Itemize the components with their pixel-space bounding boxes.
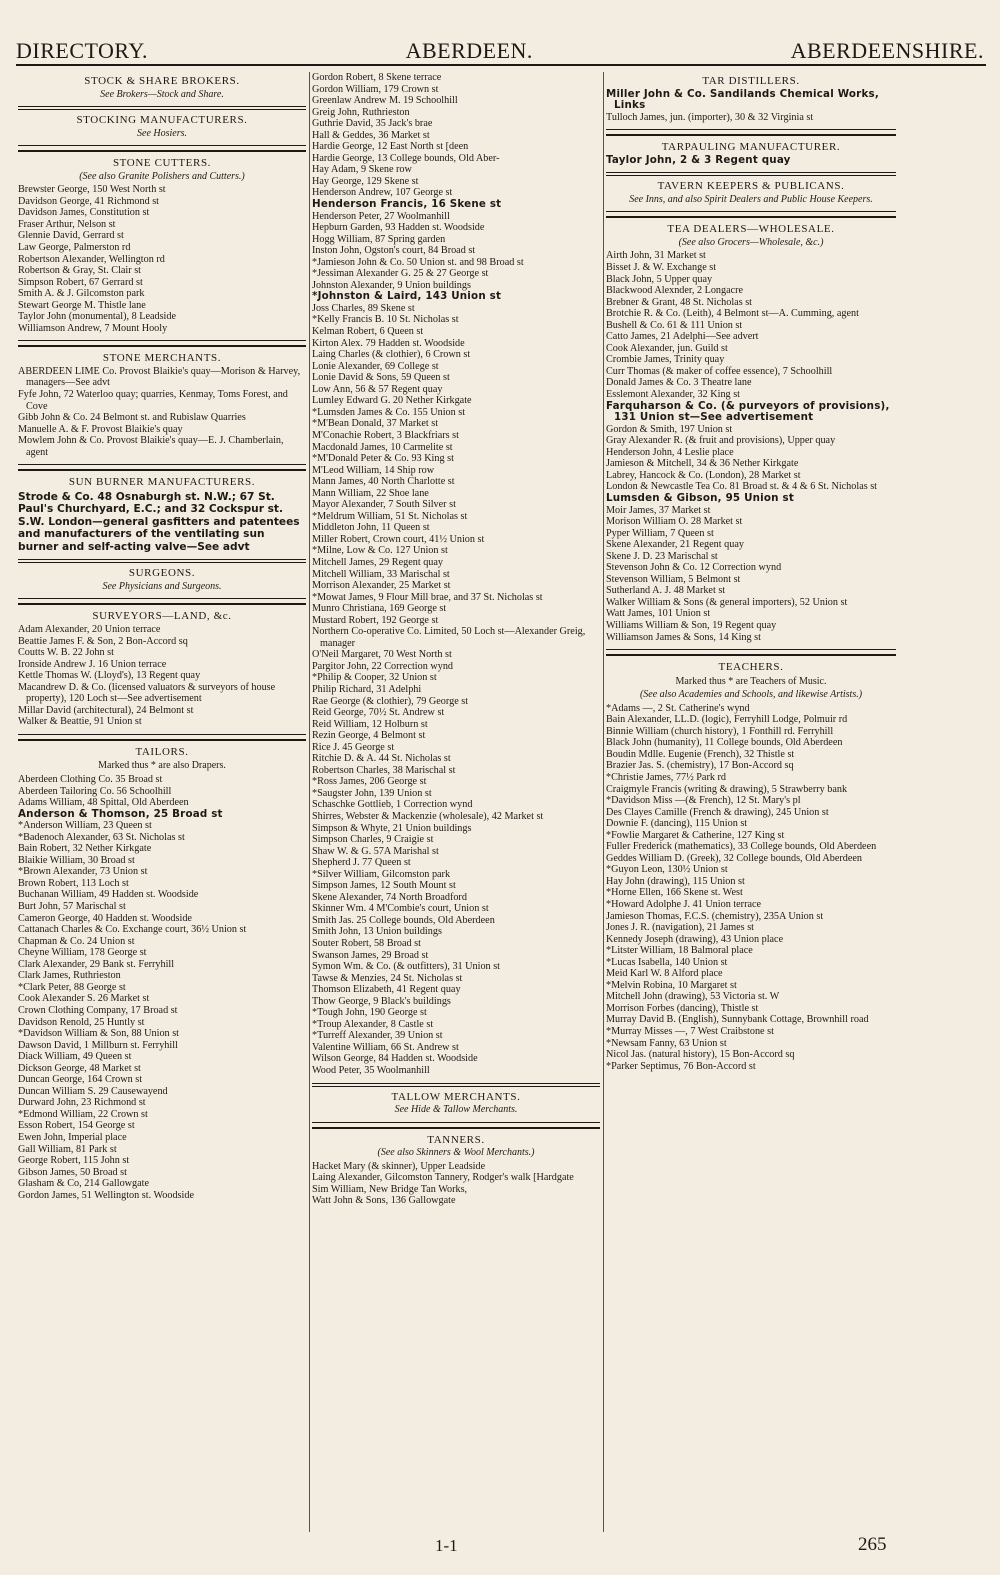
directory-entry: Laing Charles (& clothier), 6 Crown st <box>312 349 471 361</box>
directory-section <box>18 747 306 1201</box>
directory-entry: Skene Alexander, 21 Regent quay <box>606 539 744 551</box>
section-heading: TAVERN KEEPERS & PUBLICANS. <box>657 180 845 193</box>
section-cross-reference: (See also Skinners & Wool Merchants.) <box>377 1147 535 1159</box>
directory-entry: Murray David B. (English), Sunnybank Cottage, Brownhill road <box>606 1014 869 1026</box>
directory-entry: Buchanan William, 49 Hadden st. Woodside <box>18 889 199 901</box>
directory-entry: *Clark Peter, 88 George st <box>18 981 126 993</box>
directory-entry: Curr Thomas (& maker of coffee essence), 7 Schoolhill <box>606 365 833 377</box>
directory-entry: Inston John, Ogston's court, 84 Broad st <box>312 245 476 257</box>
section-heading: SURVEYORS—LAND, &c. <box>92 610 232 623</box>
directory-entry: Cook Alexander, jun. Guild st <box>606 342 728 354</box>
section-separator <box>18 464 306 471</box>
directory-entry: Crombie James, Trinity quay <box>606 354 725 366</box>
directory-entry: Cameron George, 40 Hadden st. Woodside <box>18 912 192 924</box>
directory-entry: Des Clayes Camille (French & drawing), 245 Union st <box>606 806 829 818</box>
directory-entry: *Badenoch Alexander, 63 St. Nicholas st <box>18 831 185 843</box>
directory-entry: Rice J. 45 George st <box>312 741 395 753</box>
directory-entry: Watt James, 101 Union st <box>606 608 711 620</box>
directory-entry: Watt John & Sons, 136 Gallowgate <box>312 1195 456 1207</box>
directory-section <box>18 158 306 334</box>
directory-entry: Gordon James, 51 Wellington st. Woodside <box>18 1189 194 1201</box>
directory-entry: Hay George, 129 Skene st <box>312 175 419 187</box>
directory-entry: Walker William & Sons (& general importers), 52 Union st <box>606 596 848 608</box>
column-2 <box>312 72 600 1532</box>
directory-entry: Adam Alexander, 20 Union terrace <box>18 624 161 635</box>
directory-entry: Guthrie David, 35 Jack's brae <box>312 118 433 130</box>
directory-entry: Stevenson William, 5 Belmont st <box>606 573 741 585</box>
section-heading: TALLOW MERCHANTS. <box>391 1090 521 1103</box>
directory-entry: Lumsden & Gibson, 95 Union st <box>606 491 794 504</box>
directory-entry: Skinner Wm. 4 M'Combie's court, Union st <box>312 903 489 915</box>
column-3 <box>606 72 896 1532</box>
directory-entry: Craigmyle Francis (writing & drawing), 5 Strawberry bank <box>606 783 848 795</box>
directory-section <box>18 477 306 553</box>
directory-entry: Ewen John, Imperial place <box>18 1131 127 1143</box>
directory-entry: Thow George, 9 Black's buildings <box>312 995 451 1007</box>
directory-entry: Rae George (& clothier), 79 George st <box>312 695 469 707</box>
directory-entry: Skene Alexander, 74 North Broadford <box>312 891 467 903</box>
directory-entry: Taylor John, 2 & 3 Regent quay <box>606 153 791 166</box>
section-separator <box>312 1122 600 1129</box>
section-separator <box>606 649 896 656</box>
directory-section <box>18 568 306 592</box>
directory-entry: Hacket Mary (& skinner), Upper Leadside <box>312 1160 486 1172</box>
directory-entry: Simpson James, 12 South Mount st <box>312 880 456 892</box>
directory-entry: Crown Clothing Company, 17 Broad st <box>18 1004 178 1016</box>
directory-entry: Mayor Alexander, 7 South Silver st <box>312 499 456 511</box>
directory-entry: Catto James, 21 Adelphi—See advert <box>606 331 759 343</box>
directory-entry: Mitchell William, 33 Marischal st <box>312 568 450 580</box>
directory-entry: *Christie James, 77½ Park rd <box>606 771 726 783</box>
directory-entry: Rezin George, 4 Belmont st <box>312 730 426 742</box>
directory-entry: Blackwood Alexnder, 2 Longacre <box>606 285 744 297</box>
directory-entry: Gibson James, 50 Broad st <box>18 1166 127 1178</box>
section-separator <box>312 1083 600 1087</box>
directory-entry: Reid George, 70½ St. Andrew st <box>312 707 445 719</box>
section-separator <box>18 559 306 563</box>
section-cross-reference: (See also Grocers—Wholesale, &c.) <box>678 236 824 248</box>
directory-entry: Duncan William S. 29 Causewayend <box>18 1085 168 1097</box>
directory-entry: Esson Robert, 154 George st <box>18 1120 135 1132</box>
directory-entry: Gordon William, 179 Crown st <box>312 83 439 95</box>
directory-entry: Labrey, Hancock & Co. (London), 28 Market st <box>606 469 801 481</box>
directory-entry: Miller Robert, Crown court, 41½ Union st <box>312 533 485 545</box>
directory-entry: Shirres, Webster & Mackenzie (wholesale), 42 Market st <box>312 811 544 822</box>
directory-entry: Brazier Jas. S. (chemistry), 17 Bon-Accord sq <box>606 760 794 772</box>
section-heading: TEACHERS. <box>718 661 784 674</box>
directory-entry: Beattie James F. & Son, 2 Bon-Accord sq <box>18 635 188 647</box>
directory-entry: *Meldrum William, 51 St. Nicholas st <box>312 510 468 522</box>
section-separator <box>18 106 306 110</box>
directory-entry: Downie F. (dancing), 115 Union st <box>606 818 748 830</box>
directory-entry: Pargitor John, 22 Correction wynd <box>312 660 454 672</box>
directory-entry: Law George, Palmerston rd <box>18 242 131 254</box>
running-head <box>16 38 984 64</box>
directory-entry: Dickson George, 48 Market st <box>18 1062 141 1074</box>
directory-entry: Sim William, New Bridge Tan Works, <box>312 1183 468 1195</box>
column-divider <box>603 72 604 1532</box>
directory-entry: Williamson Andrew, 7 Mount Hooly <box>18 322 168 334</box>
section-cross-reference: See Hide & Tallow Merchants. <box>394 1104 518 1116</box>
running-head-center: ABERDEEN. <box>405 38 533 63</box>
directory-entry: Bushell & Co. 61 & 111 Union st <box>606 319 743 331</box>
directory-entry: *M'Bean Donald, 37 Market st <box>312 418 439 430</box>
directory-section <box>18 611 306 727</box>
directory-entry: Farquharson & Co. (& purveyors of provisions), 131 Union st—See advertisement <box>606 399 890 424</box>
directory-entry: *Parker Septimus, 76 Bon-Accord st <box>606 1060 756 1072</box>
directory-entry: *Adams —, 2 St. Catherine's wynd <box>606 702 750 714</box>
directory-entry: Mann William, 22 Shoe lane <box>312 487 429 499</box>
directory-entry: Brewster George, 150 West North st <box>18 184 166 196</box>
directory-entry: Ironside Andrew J. 16 Union terrace <box>18 658 167 670</box>
directory-entry: Moir James, 37 Market st <box>606 504 711 516</box>
section-separator <box>18 145 306 152</box>
directory-entry: London & Newcastle Tea Co. 81 Broad st. & 4 & 6 St. Nicholas st <box>606 481 878 493</box>
directory-entry: Anderson & Thomson, 25 Broad st <box>18 807 223 820</box>
directory-entry: Dawson David, 1 Millburn st. Ferryhill <box>18 1039 178 1051</box>
directory-entry: Pyper William, 7 Queen st <box>606 527 714 539</box>
directory-entry: Adams William, 48 Spittal, Old Aberdeen <box>18 797 189 809</box>
directory-entry: Williams William & Son, 19 Regent quay <box>606 619 777 631</box>
directory-entry: Cheyne William, 178 George st <box>18 947 147 959</box>
directory-entry: Hay John (drawing), 115 Union st <box>606 875 745 887</box>
directory-entry: Davidson James, Constitution st <box>18 207 150 219</box>
directory-entry: *Newsam Fanny, 63 Union st <box>606 1037 727 1049</box>
section-cross-reference: See Inns, and also Spirit Dealers and Public House Keepers. <box>629 193 873 205</box>
directory-entry: Black John (humanity), 11 College bounds, Old Aberdeen <box>606 737 843 749</box>
directory-entry: Davidson Renold, 25 Huntly st <box>18 1016 145 1028</box>
directory-entry: Schaschke Gottlieb, 1 Correction wynd <box>312 799 473 811</box>
advertisement-entry: Strode & Co. 48 Osnaburgh st. N.W.; 67 St. Paul's Churchyard, E.C.; and 32 Cockspur st. S.W. London—general gasfitters and patentees and manufacturers of the ventilating sun burner and self-acting valve—See advt <box>18 490 300 553</box>
directory-entry: Cook Alexander S. 26 Market st <box>18 993 150 1005</box>
directory-entry: Fuller Frederick (mathematics), 33 College bounds, Old Aberdeen <box>606 841 877 853</box>
directory-entry: *Horne Ellen, 166 Skene st. West <box>606 887 743 899</box>
directory-section <box>606 224 896 643</box>
directory-entry: Joss Charles, 89 Skene st <box>312 302 415 314</box>
directory-entry: Bisset J. & W. Exchange st <box>606 262 717 274</box>
directory-entry: Glennie David, Gerrard st <box>18 230 124 242</box>
directory-entry: Robertson & Gray, St. Clair st <box>18 265 141 277</box>
directory-entry: Miller John & Co. Sandilands Chemical Works, Links <box>606 87 879 112</box>
directory-entry: *Mowat James, 9 Flour Mill brae, and 37 St. Nicholas st <box>312 591 543 603</box>
directory-entry: Kettle Thomas W. (Lloyd's), 13 Regent quay <box>18 670 201 682</box>
directory-entry: Low Ann, 56 & 57 Regent quay <box>312 383 443 395</box>
directory-entry: Gordon Robert, 8 Skene terrace <box>312 72 442 83</box>
directory-entry: Skene J. D. 23 Marischal st <box>606 550 718 562</box>
directory-entry: Brebner & Grant, 48 St. Nicholas st <box>606 296 752 308</box>
directory-entry: Gray Alexander R. (& fruit and provisions), Upper quay <box>606 435 836 447</box>
directory-entry: Greenlaw Andrew M. 19 Schoolhill <box>312 95 458 107</box>
directory-entry: Simpson Charles, 9 Craigie st <box>312 834 434 846</box>
directory-entry: *Kelly Francis B. 10 St. Nicholas st <box>312 314 459 326</box>
directory-entry: Tawse & Menzies, 24 St. Nicholas st <box>312 972 463 984</box>
directory-entry: Chapman & Co. 24 Union st <box>18 935 135 947</box>
section-heading: SUN BURNER MANUFACTURERS. <box>68 476 256 489</box>
column-divider <box>309 72 310 1532</box>
directory-entry: Duncan George, 164 Crown st <box>18 1074 143 1086</box>
section-marked-note: Marked thus * are also Drapers. <box>98 760 226 772</box>
directory-entry: Hogg William, 87 Spring garden <box>312 233 446 245</box>
section-cross-reference: (See also Granite Polishers and Cutters.) <box>79 170 245 182</box>
directory-entry: Jamieson Thomas, F.C.S. (chemistry), 235A Union st <box>606 910 824 922</box>
section-heading: TEA DEALERS—WHOLESALE. <box>667 223 835 236</box>
directory-entry: Clark Alexander, 29 Bank st. Ferryhill <box>18 958 175 970</box>
directory-entry: Hardie George, 13 College bounds, Old Aber- <box>312 152 500 164</box>
directory-entry: O'Neil Margaret, 70 West North st <box>312 649 452 661</box>
directory-entry: Swanson James, 29 Broad st <box>312 949 429 961</box>
directory-entry: Hay Adam, 9 Skene row <box>312 164 412 176</box>
section-heading: STONE CUTTERS. <box>112 157 212 170</box>
directory-entry: *Ross James, 206 George st <box>312 776 427 788</box>
directory-entry: Mann James, 40 North Charlotte st <box>312 476 455 488</box>
directory-entry: George Robert, 115 John st <box>18 1155 130 1167</box>
directory-entry: Jamieson & Mitchell, 34 & 36 Nether Kirkgate <box>606 458 799 470</box>
directory-entry: Munro Christiana, 169 George st <box>312 603 447 615</box>
section-separator <box>606 211 896 218</box>
directory-entry: *Lucas Isabella, 140 Union st <box>606 956 728 968</box>
directory-entry: Smith John, 13 Union buildings <box>312 926 442 938</box>
directory-section <box>18 115 306 139</box>
directory-entry: Reid William, 12 Holburn st <box>312 718 428 730</box>
section-heading: STOCKING MANUFACTURERS. <box>76 114 248 127</box>
directory-entry: Mitchell John (drawing), 53 Victoria st. W <box>606 991 780 1003</box>
directory-entry: Henderson Peter, 27 Woolmanhill <box>312 210 450 222</box>
directory-section <box>18 353 306 458</box>
directory-entry: Philip Richard, 31 Adelphi <box>312 683 422 695</box>
directory-entry: Shaw W. & G. 57A Marishal st <box>312 845 439 857</box>
directory-section <box>18 76 306 100</box>
directory-entry: Tulloch James, jun. (importer), 30 & 32 Virginia st <box>606 111 814 123</box>
directory-entry: Geddes William D. (Greek), 32 College bounds, Old Aberdeen <box>606 852 863 864</box>
section-heading: SURGEONS. <box>128 567 196 580</box>
directory-entry: Jones J. R. (navigation), 21 James st <box>606 922 754 934</box>
section-heading: STONE MERCHANTS. <box>102 352 222 365</box>
directory-entry: Henderson John, 4 Leslie place <box>606 446 734 458</box>
column-1 <box>18 72 306 1532</box>
directory-entry: Thomson Elizabeth, 41 Regent quay <box>312 984 461 996</box>
directory-entry: *Jamieson John & Co. 50 Union st. and 98 Broad st <box>312 256 524 268</box>
directory-entry: Symon Wm. & Co. (& outfitters), 31 Union st <box>312 961 500 973</box>
directory-entry: *Anderson William, 23 Queen st <box>18 820 152 832</box>
directory-entry: Taylor John (monumental), 8 Leadside <box>18 311 176 323</box>
directory-entry: *Johnston & Laird, 143 Union st <box>312 290 502 303</box>
directory-entry: Fraser Arthur, Nelson st <box>18 218 116 230</box>
directory-entry: Brown Robert, 113 Loch st <box>18 877 129 889</box>
directory-entry: Diack William, 49 Queen st <box>18 1051 132 1063</box>
section-cross-reference: See Hosiers. <box>137 127 187 139</box>
directory-entry: Esslemont Alexander, 32 King st <box>606 389 740 401</box>
directory-entry: Bain Robert, 32 Nether Kirkgate <box>18 843 152 855</box>
running-head-right: ABERDEENSHIRE. <box>790 38 984 63</box>
directory-entry: Cattanach Charles & Co. Exchange court, 36½ Union st <box>18 924 247 936</box>
directory-entry: Valentine William, 66 St. Andrew st <box>312 1041 459 1053</box>
directory-entry: Lonie David & Sons, 59 Queen st <box>312 372 450 384</box>
directory-entry: Souter Robert, 58 Broad st <box>312 938 421 950</box>
directory-entry: Simpson & Whyte, 21 Union buildings <box>312 822 472 834</box>
section-separator <box>606 129 896 136</box>
directory-entry: *Brown Alexander, 73 Union st <box>18 866 148 878</box>
directory-section <box>312 1092 600 1116</box>
directory-entry: Fyfe John, 72 Waterloo quay; quarries, Kenmay, Toms Forest, and Cove <box>18 389 288 412</box>
directory-entry: *Turreff Alexander, 39 Union st <box>312 1030 443 1042</box>
directory-entry: *Lumsden James & Co. 155 Union st <box>312 406 466 418</box>
directory-entry: Manuelle A. & F. Provost Blaikie's quay <box>18 423 183 435</box>
section-heading: TAR DISTILLERS. <box>702 75 800 87</box>
directory-section <box>606 142 896 166</box>
directory-entry: Robertson Charles, 38 Marischal st <box>312 764 456 776</box>
directory-entry: Kennedy Joseph (drawing), 43 Union place <box>606 933 784 945</box>
directory-entry: Morison William O. 28 Market st <box>606 516 743 528</box>
section-cross-reference: See Brokers—Stock and Share. <box>100 88 224 100</box>
directory-entry: Lumley Edward G. 20 Nether Kirkgate <box>312 395 472 407</box>
directory-entry: ABERDEEN LIME Co. Provost Blaikie's quay—Morison & Harvey, managers—See advt <box>18 365 301 389</box>
directory-entry: Burt John, 57 Marischal st <box>18 901 126 913</box>
directory-entry: Gibb John & Co. 24 Belmont st. and Rubislaw Quarries <box>18 412 246 424</box>
directory-entry: Kirton Alex. 79 Hadden st. Woodside <box>312 337 465 349</box>
directory-entry: Wilson George, 84 Hadden st. Woodside <box>312 1053 478 1065</box>
directory-entry: Coutts W. B. 22 John st <box>18 647 114 659</box>
directory-entry: Glasham & Co, 214 Gallowgate <box>18 1178 149 1190</box>
directory-entry: Mowlem John & Co. Provost Blaikie's quay—E. J. Chamberlain, agent <box>18 435 284 458</box>
directory-entry: Morrison Forbes (dancing), Thistle st <box>606 1002 759 1014</box>
directory-entry: Gordon & Smith, 197 Union st <box>606 423 733 435</box>
directory-entry: Williamson James & Sons, 14 King st <box>606 631 761 643</box>
directory-entry: *Tough John, 190 George st <box>312 1007 427 1019</box>
header-rule <box>16 64 986 66</box>
directory-entry: Shepherd J. 77 Queen st <box>312 857 411 869</box>
section-heading: STOCK & SHARE BROKERS. <box>84 75 240 87</box>
directory-entry: *Melvin Robina, 10 Margaret st <box>606 979 737 991</box>
section-separator <box>18 734 306 741</box>
section-cross-reference: See Physicians and Surgeons. <box>102 580 222 592</box>
directory-entry: *Milne, Low & Co. 127 Union st <box>312 545 448 557</box>
directory-entry: *Davidson Miss —(& French), 12 St. Mary's pl <box>606 795 801 807</box>
directory-entry: Stevenson John & Co. 12 Correction wynd <box>606 562 782 574</box>
directory-section <box>606 76 896 123</box>
directory-entry: Northern Co-operative Co. Limited, 50 Loch st—Alexander Greig, manager <box>312 626 586 649</box>
page-number: 265 <box>858 1534 887 1555</box>
directory-entry: *Jessiman Alexander G. 25 & 27 George st <box>312 268 489 280</box>
directory-entry: Aberdeen Clothing Co. 35 Broad st <box>18 774 163 786</box>
directory-entry: Henderson Francis, 16 Skene st <box>312 198 502 211</box>
section-heading: TANNERS. <box>427 1133 485 1146</box>
directory-entry: Kelman Robert, 6 Queen st <box>312 326 424 338</box>
directory-entry: *Silver William, Gilcomston park <box>312 868 451 880</box>
directory-entry: M'Leod William, 14 Ship row <box>312 464 435 476</box>
directory-section <box>312 72 600 1077</box>
section-separator <box>18 598 306 605</box>
signature-mark: 1-1 <box>435 1536 458 1555</box>
directory-entry: Middleton John, 11 Queen st <box>312 522 430 534</box>
directory-entry: Davidson George, 41 Richmond st <box>18 195 160 207</box>
section-separator <box>18 340 306 347</box>
directory-entry: Ritchie D. & A. 44 St. Nicholas st <box>312 753 451 765</box>
directory-entry: M'Conachie Robert, 3 Blackfriars st <box>312 429 459 441</box>
directory-entry: Airth John, 31 Market st <box>606 250 706 262</box>
directory-entry: Macdonald James, 10 Carmelite st <box>312 441 453 453</box>
directory-entry: Boudin Mdlle. Eugenie (French), 32 Thistle st <box>606 748 795 760</box>
directory-entry: Sutherland A. J. 48 Market st <box>606 585 726 597</box>
directory-entry: Brotchie R. & Co. (Leith), 4 Belmont st—A. Cumming, agent <box>606 308 859 320</box>
directory-entry: Hall & Geddes, 36 Market st <box>312 129 430 141</box>
directory-entry: Donald James & Co. 3 Theatre lane <box>606 377 752 389</box>
directory-entry: Smith A. & J. Gilcomston park <box>18 288 145 300</box>
directory-entry: *Philip & Cooper, 32 Union st <box>312 672 437 684</box>
section-separator <box>606 172 896 176</box>
directory-entry: Durward John, 23 Richmond st <box>18 1097 146 1109</box>
directory-entry: Laing Alexander, Gilcomston Tannery, Rodger's walk [Hardgate <box>312 1172 574 1184</box>
directory-entry: *Troup Alexander, 8 Castle st <box>312 1018 434 1030</box>
directory-entry: Binnie William (church history), 1 Fonthill rd. Ferryhill <box>606 725 834 737</box>
directory-entry: Smith Jas. 25 College bounds, Old Aberdeen <box>312 914 495 926</box>
directory-entry: Wood Peter, 35 Woolmanhill <box>312 1065 430 1077</box>
directory-entry: Clark James, Ruthrieston <box>18 970 121 982</box>
directory-entry: Hepburn Garden, 93 Hadden st. Woodside <box>312 222 485 234</box>
directory-entry: *Guyon Leon, 130½ Union st <box>606 864 728 876</box>
section-marked-note: Marked thus * are Teachers of Music. <box>675 675 827 687</box>
directory-entry: Blaikie William, 30 Broad st <box>18 854 135 866</box>
directory-entry: Mustard Robert, 192 George st <box>312 614 439 626</box>
directory-entry: Robertson Alexander, Wellington rd <box>18 253 165 265</box>
directory-section <box>606 662 896 1072</box>
directory-entry: *Edmond William, 22 Crown st <box>18 1108 148 1120</box>
section-heading: TARPAULING MANUFACTURER. <box>661 141 841 154</box>
directory-entry: Greig John, Ruthrieston <box>312 106 410 118</box>
directory-entry: Morrison Alexander, 25 Market st <box>312 580 451 592</box>
directory-entry: *Litster William, 18 Balmoral place <box>606 945 753 957</box>
directory-entry: Stewart George M. Thistle lane <box>18 299 146 311</box>
directory-entry: Aberdeen Tailoring Co. 56 Schoolhill <box>18 785 172 797</box>
directory-entry: Meid Karl W. 8 Alford place <box>606 968 723 980</box>
directory-entry: Bain Alexander, LL.D. (logic), Ferryhill Lodge, Polmuir rd <box>606 714 848 726</box>
section-heading: TAILORS. <box>135 745 189 758</box>
directory-entry: Gall William, 81 Park st <box>18 1143 117 1155</box>
directory-entry: Lonie Alexander, 69 College st <box>312 360 439 372</box>
directory-entry: Nicol Jas. (natural history), 15 Bon-Accord sq <box>606 1049 795 1061</box>
section-cross-reference: (See also Academies and Schools, and likewise Artists.) <box>639 689 863 701</box>
directory-entry: Hardie George, 12 East North st [deen <box>312 141 469 153</box>
directory-entry: *Murray Misses —, 7 West Craibstone st <box>606 1026 774 1038</box>
directory-entry: *Fowlie Margaret & Catherine, 127 King st <box>606 829 785 841</box>
directory-entry: *Saugster John, 139 Union st <box>312 787 432 799</box>
directory-entry: Millar David (architectural), 24 Belmont st <box>18 704 194 716</box>
directory-section <box>606 181 896 205</box>
directory-entry: Johnston Alexander, 9 Union buildings <box>312 279 471 291</box>
directory-section <box>312 1135 600 1207</box>
directory-entry: *M'Donald Peter & Co. 93 King st <box>312 453 454 465</box>
directory-entry: Black John, 5 Upper quay <box>606 273 713 285</box>
directory-entry: Walker & Beattie, 91 Union st <box>18 716 142 728</box>
directory-entry: Macandrew D. & Co. (licensed valuators & surveyors of house property), 120 Loch st—See advertisement <box>18 681 276 705</box>
directory-entry: Simpson Robert, 67 Gerrard st <box>18 276 143 288</box>
directory-entry: *Davidson William & Son, 88 Union st <box>18 1028 179 1040</box>
running-head-left: DIRECTORY. <box>16 38 148 63</box>
directory-entry: *Howard Adolphe J. 41 Union terrace <box>606 899 762 910</box>
directory-entry: Henderson Andrew, 107 George st <box>312 187 453 199</box>
directory-entry: Mitchell James, 29 Regent quay <box>312 556 443 568</box>
